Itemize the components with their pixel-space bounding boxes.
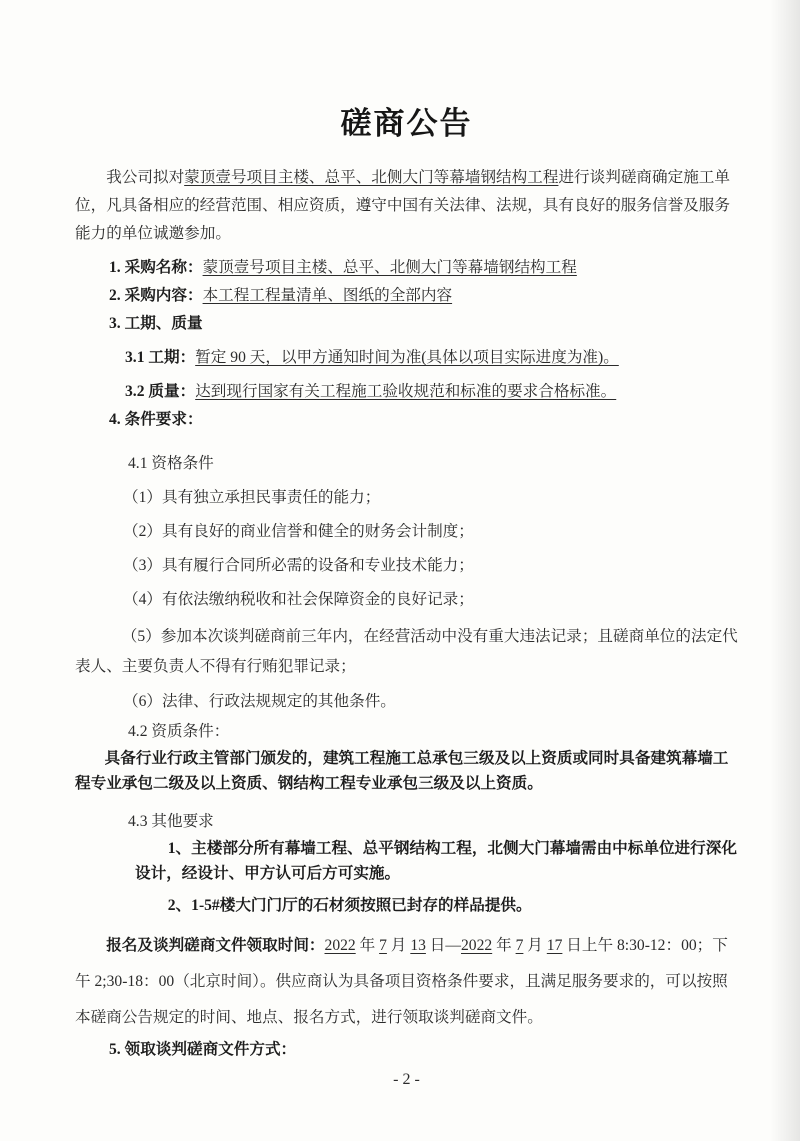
qualification-item-4: （4）有依法缴纳税收和社会保障资金的良好记录； bbox=[123, 591, 474, 608]
document-content bbox=[75, 0, 738, 1094]
duration-value: 暂定 90 天，以甲方通知时间为准(具体以项目实际进度为准)。 bbox=[195, 349, 619, 366]
registration-text-year: 年 bbox=[355, 937, 380, 954]
schedule-heading: 3. 工期、质量 bbox=[109, 315, 203, 332]
procurement-name-value: 蒙顶壹号项目主楼、总平、北侧大门等幕墙钢结构工程 bbox=[202, 259, 577, 276]
qualification-item-2: （2）具有良好的商业信誉和健全的财务会计制度； bbox=[123, 523, 474, 540]
registration-text-dash: 日— bbox=[425, 937, 461, 954]
registration-month-from: 7 bbox=[379, 937, 387, 954]
quality-line bbox=[125, 378, 738, 406]
registration-day-to: 17 bbox=[546, 937, 563, 954]
quality-label: 3.2 质量： bbox=[125, 383, 196, 400]
registration-month-to: 7 bbox=[515, 937, 524, 954]
registration-tail-text: 日上午 8:30-12：00；下午 2;30-18：00（北京时间）。供应商认为具备项目资格条件要求，且满足服务要求的，可以按照本磋商公告规定的时间、地点、报名方式，进行领取谈判磋商文件。 bbox=[75, 937, 728, 1026]
qualification-item-6: （6）法律、行政法规规定的其他条件。 bbox=[123, 693, 396, 710]
collect-method-heading: 5. 领取谈判磋商文件方式： bbox=[109, 1041, 297, 1058]
registration-text-month2: 月 bbox=[523, 937, 547, 954]
registration-text-year2: 年 bbox=[492, 937, 516, 954]
registration-day-from: 13 bbox=[410, 937, 426, 954]
registration-label: 报名及谈判磋商文件领取时间： bbox=[106, 937, 325, 954]
qualification-item-3: （3）具有履行合同所必需的设备和专业技术能力； bbox=[123, 557, 474, 574]
procurement-content-line bbox=[109, 282, 738, 310]
intro-project-name: 蒙顶壹号项目主楼、总平、北侧大门等幕墙钢结构工程 bbox=[184, 169, 559, 186]
other-requirements-heading: 4.3 其他要求 bbox=[128, 813, 214, 830]
aptitude-paragraph: 具备行业行政主管部门颁发的，建筑工程施工总承包三级及以上资质或同时具备建筑幕墙工程专业承包二级及以上资质、钢结构工程专业承包三级及以上资质。 bbox=[75, 750, 729, 792]
other-requirement-1: 1、主楼部分所有幕墙工程、总平钢结构工程，北侧大门幕墙需由中标单位进行深化设计，经设计、甲方认可后方可实施。 bbox=[135, 840, 737, 882]
procurement-name-line bbox=[109, 254, 738, 282]
conditions-heading: 4. 条件要求： bbox=[109, 411, 203, 428]
intro-suffix: 进行谈判磋商确定施工单位，凡具备相应的经营范围、相应资质，遵守中国有关法律、法规，具有良好的服务信誉及服务能力的单位诚邀参加。 bbox=[75, 169, 730, 242]
duration-line bbox=[125, 344, 738, 372]
qualification-item-5: （5）参加本次谈判磋商前三年内，在经营活动中没有重大违法记录；且磋商单位的法定代表人、主要负责人不得有行贿犯罪记录； bbox=[75, 628, 738, 675]
registration-paragraph bbox=[75, 928, 738, 1036]
aptitude-heading: 4.2 资质条件： bbox=[128, 723, 230, 740]
intro-paragraph bbox=[75, 164, 738, 248]
procurement-content-value: 本工程工程量清单、图纸的全部内容 bbox=[202, 287, 453, 304]
registration-year-from: 2022 bbox=[324, 937, 356, 954]
page-number: - 2 - bbox=[393, 1071, 420, 1088]
registration-text-month: 月 bbox=[386, 937, 411, 954]
other-requirement-2: 2、1-5#楼大门门厅的石材须按照已封存的样品提供。 bbox=[167, 897, 532, 914]
page-title: 磋商公告 bbox=[340, 106, 473, 141]
intro-prefix: 我公司拟对 bbox=[106, 169, 185, 186]
procurement-name-label: 1. 采购名称： bbox=[109, 259, 203, 276]
quality-value: 达到现行国家有关工程施工验收规范和标准的要求合格标准。 bbox=[195, 383, 617, 400]
qualification-item-1: （1）具有独立承担民事责任的能力； bbox=[123, 489, 381, 506]
registration-year-to: 2022 bbox=[461, 937, 493, 954]
procurement-content-label: 2. 采购内容： bbox=[109, 287, 203, 304]
scan-shadow-right-edge bbox=[770, 0, 800, 1141]
qualification-heading: 4.1 资格条件 bbox=[128, 455, 214, 472]
duration-label: 3.1 工期： bbox=[125, 349, 196, 366]
